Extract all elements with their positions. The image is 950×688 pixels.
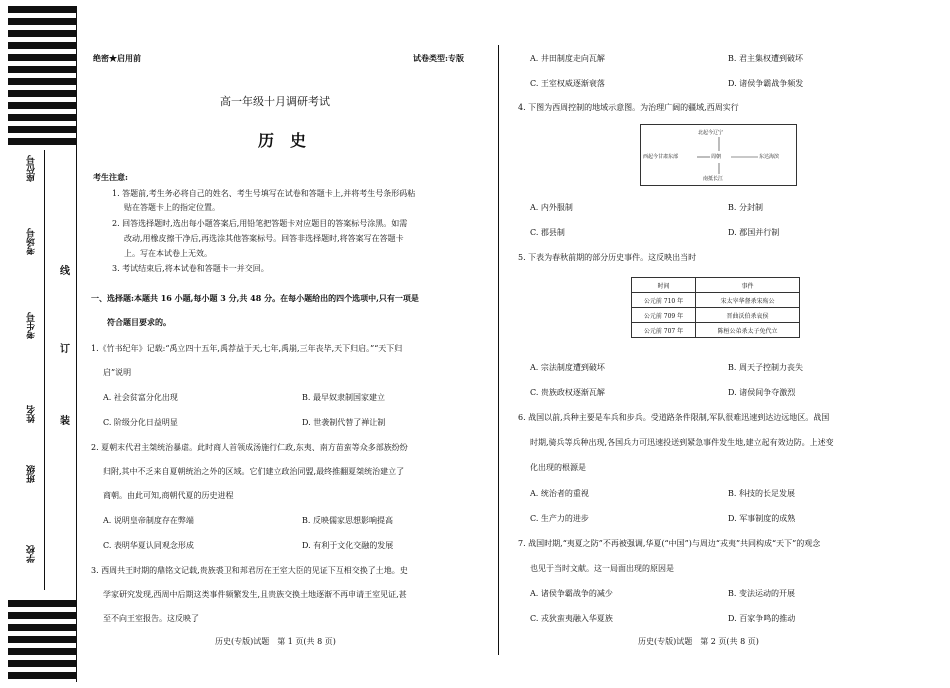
q3-option-a: A. 井田制度走向瓦解 xyxy=(530,54,605,63)
map-east: 东达海滨 xyxy=(759,154,780,160)
bind-mark-bind: 装 xyxy=(60,416,70,427)
map-north: 北起今辽宁 xyxy=(698,130,724,136)
binding-bar xyxy=(8,600,76,607)
map-arrows xyxy=(641,125,796,185)
q3-stem: 至不向王室报告。这反映了 xyxy=(103,614,199,623)
class-label: 班级 xyxy=(27,465,37,483)
note-line: 2. 回答选择题时,选出每小题答案后,用铅笔把答题卡对应题目的答案标号涂黑。如需 xyxy=(112,219,408,228)
q1-stem: 1.《竹书纪年》记载:“禹立四十五年,禹荐益于天,七年,禹崩,三年丧毕,天下归启。”“天下归 xyxy=(91,344,403,353)
binding-bar xyxy=(8,6,76,13)
binding-bar xyxy=(8,660,76,667)
binding-bar xyxy=(8,102,76,109)
q6-stem: 时期,骑兵等兵种出现,各国兵力可迅速投送到紧急事件发生地,建立起有效边防。上述变 xyxy=(530,438,834,447)
table-cell: 宋太宰华督杀宋殇公 xyxy=(696,293,800,308)
seat-no-label: 座位号 xyxy=(27,155,37,182)
binding-line xyxy=(44,150,45,590)
q4-option-b: B. 分封制 xyxy=(728,203,763,212)
q5-option-d: D. 诸侯间争夺激烈 xyxy=(728,388,796,397)
paper-type-label: 试卷类型:专版 xyxy=(413,53,464,63)
note-line: 改动,用橡皮擦干净后,再选涂其他答案标号。回答非选择题时,将答案写在答题卡 xyxy=(124,234,404,243)
q3-option-c: C. 王室权威逐渐衰落 xyxy=(530,79,605,88)
note-line: 3. 考试结束后,将本试卷和答题卡一并交回。 xyxy=(112,264,269,273)
q4-option-d: D. 郡国并行制 xyxy=(728,228,780,237)
binding-bar xyxy=(8,636,76,643)
binding-bar xyxy=(8,648,76,655)
binding-bar xyxy=(8,672,76,679)
table-cell: 公元前 707 年 xyxy=(632,323,696,338)
q2-option-b: B. 反映儒家思想影响提高 xyxy=(302,516,393,525)
note-line: 上。写在本试卷上无效。 xyxy=(124,249,212,258)
page-footer-right: 历史(专版)试题 第 2 页(共 8 页) xyxy=(638,637,759,646)
binding-bar xyxy=(8,54,76,61)
q1-stem: 启”说明 xyxy=(103,368,132,377)
bind-mark-staple: 订 xyxy=(60,344,70,355)
section-heading: 一、选择题:本题共 16 小题,每小题 3 分,共 48 分。在每小题给出的四个选项中,只有一项是 xyxy=(91,293,419,303)
q3-stem: 学家研究发现,西周中后期这类事件频繁发生,且贵族交换土地逐渐不再申请王室见证,甚 xyxy=(103,590,407,599)
q2-stem: 2. 夏朝末代君主桀统治暴虐。此时商人首领成汤施行仁政,东夷、南方苗蛮等众多部族纷纷 xyxy=(91,443,408,452)
note-line: 1. 答题前,考生务必将自己的姓名、考生号填写在试卷和答题卡上,并将考生号条形码粘 xyxy=(112,189,416,198)
q3-stem: 3. 西周共王时期的鼎铭文记载,贵族裘卫和邦君厉在王室大臣的见证下互相交换了土地。史 xyxy=(91,566,408,575)
q2-stem: 归附,其中不乏来自夏朝统治之外的区域。它们建立政治同盟,最终推翻夏桀统治建立了 xyxy=(103,467,405,476)
q3-option-b: B. 君主集权遭到破坏 xyxy=(728,54,803,63)
map-south: 南抵长江 xyxy=(703,176,724,182)
table-cell: 晋曲沃伯杀哀侯 xyxy=(696,308,800,323)
binding-bar xyxy=(8,78,76,85)
q5-table xyxy=(631,277,800,338)
q6-option-d: D. 军事制度的成熟 xyxy=(728,514,796,523)
q6-option-b: B. 科技的长足发展 xyxy=(728,489,795,498)
q5-option-c: C. 贵族政权逐渐瓦解 xyxy=(530,388,605,397)
page-footer-left: 历史(专版)试题 第 1 页(共 8 页) xyxy=(215,637,336,646)
q2-option-c: C. 表明华夏认同观念形成 xyxy=(103,541,194,550)
q5-option-a: A. 宗法制度遭到破坏 xyxy=(530,363,605,372)
binding-edge xyxy=(76,6,77,682)
q4-option-a: A. 内外服制 xyxy=(530,203,573,212)
exam-room-label: 考场号 xyxy=(27,228,37,255)
table-cell: 公元前 710 年 xyxy=(632,293,696,308)
q6-stem: 化出现的根源是 xyxy=(530,463,586,472)
table-header: 事件 xyxy=(696,278,800,293)
q7-option-a: A. 诸侯争霸战争的减少 xyxy=(530,589,613,598)
table-cell: 公元前 709 年 xyxy=(632,308,696,323)
confidential-label: 绝密★启用前 xyxy=(93,53,141,63)
column-divider xyxy=(498,45,499,655)
q7-stem: 7. 战国时期,“夷夏之防”不再被强调,华夏(“中国”)与周边“戎夷”共同构成“天下”的观念 xyxy=(518,539,821,548)
binding-bar xyxy=(8,126,76,133)
q7-option-d: D. 百家争鸣的推动 xyxy=(728,614,796,623)
q1-option-c: C. 阶级分化日益明显 xyxy=(103,418,178,427)
q2-option-a: A. 说明皇帝制度存在弊端 xyxy=(103,516,194,525)
exam-title: 高一年级十月调研考试 xyxy=(220,95,330,108)
candidate-no-label: 考生号 xyxy=(27,312,37,339)
table-row xyxy=(632,323,800,338)
notes-title: 考生注意: xyxy=(93,172,128,182)
q2-option-d: D. 有利于文化交融的发展 xyxy=(302,541,394,550)
binding-bar xyxy=(8,18,76,25)
bind-mark-line: 线 xyxy=(60,266,70,277)
school-label: 学校 xyxy=(27,545,37,563)
section-heading-cont: 符合题目要求的。 xyxy=(107,317,171,327)
q1-option-a: A. 社会贫富分化出现 xyxy=(103,393,178,402)
binding-bar xyxy=(8,138,76,145)
q7-option-b: B. 变法运动的开展 xyxy=(728,589,795,598)
q7-option-c: C. 戎狄蛮夷融入华夏族 xyxy=(530,614,613,623)
q1-option-d: D. 世袭制代替了禅让制 xyxy=(302,418,386,427)
binding-bar xyxy=(8,42,76,49)
name-label: 姓名 xyxy=(27,405,37,423)
note-line: 贴在答题卡上的指定位置。 xyxy=(124,203,220,212)
binding-bar xyxy=(8,114,76,121)
table-header: 时间 xyxy=(632,278,696,293)
q5-option-b: B. 周天子控制力丧失 xyxy=(728,363,803,372)
map-west: 西起今甘肃东部 xyxy=(643,154,679,160)
subject-title: 历 史 xyxy=(258,131,307,150)
q2-stem: 商朝。由此可知,商朝代夏的历史进程 xyxy=(103,491,234,500)
q4-stem: 4. 下图为西周控制的地域示意图。为治理广阔的疆域,西周实行 xyxy=(518,103,739,112)
table-row xyxy=(632,308,800,323)
q6-option-a: A. 统治者的重视 xyxy=(530,489,589,498)
binding-bar xyxy=(8,624,76,631)
q6-option-c: C. 生产力的进步 xyxy=(530,514,589,523)
map-center: 周朝 xyxy=(711,154,722,160)
q3-option-d: D. 诸侯争霸战争频发 xyxy=(728,79,804,88)
table-cell: 陈桓公弟杀太子免代立 xyxy=(696,323,800,338)
q4-option-c: C. 郡县制 xyxy=(530,228,565,237)
binding-bar xyxy=(8,30,76,37)
q1-option-b: B. 最早奴隶制国家建立 xyxy=(302,393,385,402)
western-zhou-map xyxy=(640,124,797,186)
q7-stem: 也见于当时文献。这一局面出现的原因是 xyxy=(530,564,674,573)
q5-stem: 5. 下表为春秋前期的部分历史事件。这反映出当时 xyxy=(518,253,697,262)
binding-bar xyxy=(8,612,76,619)
binding-bar xyxy=(8,66,76,73)
q6-stem: 6. 战国以前,兵种主要是车兵和步兵。受道路条件限制,军队很难迅速到达边远地区。战国 xyxy=(518,413,830,422)
table-row xyxy=(632,293,800,308)
binding-bar xyxy=(8,90,76,97)
